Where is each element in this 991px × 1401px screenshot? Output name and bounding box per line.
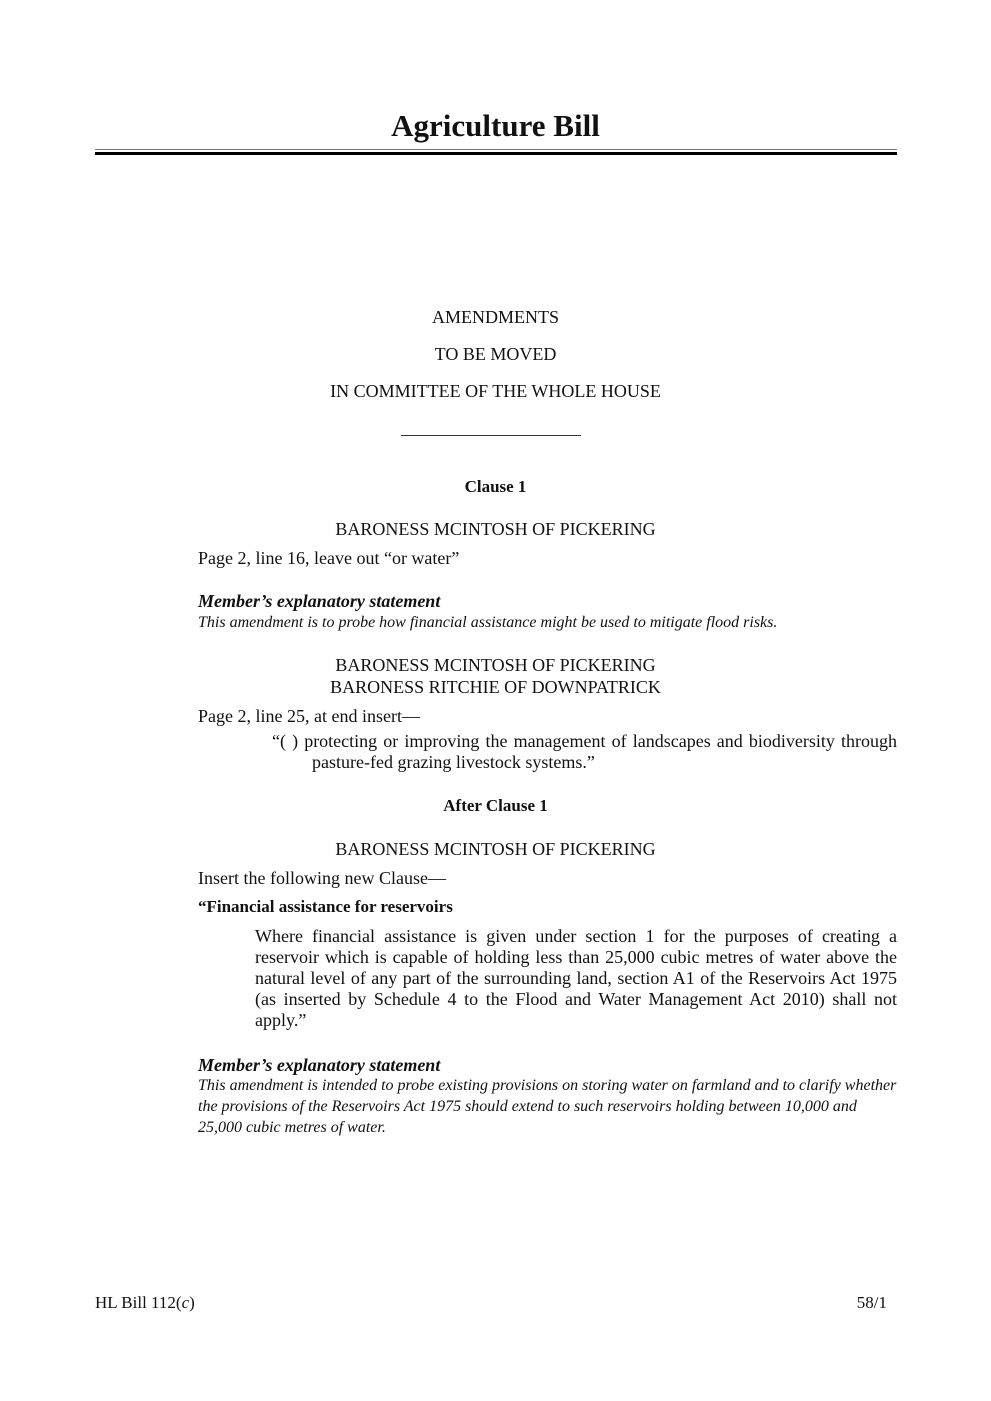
statement-heading: Member’s explanatory statement (198, 591, 441, 611)
bill-number-close: ) (189, 1293, 195, 1312)
new-clause-body: Where financial assistance is given under section 1 for the purposes of creating a reservoir which is capable of holding less than 25,000 cubic metres of water above the natural level of any part of the surrounding land, section A1 of the Reservoirs Act 1975 (as inserted by Schedule 4 to the Flood and Water Management Act 2010) shall not apply.” (255, 926, 897, 1030)
bill-number-prefix: HL Bill 112( (95, 1293, 182, 1312)
amendment-text: Page 2, line 25, at end insert— (198, 706, 420, 726)
section-heading-clause-1: Clause 1 (464, 477, 527, 496)
intro-line-3: IN COMMITTEE OF THE WHOLE HOUSE (330, 381, 661, 401)
divider (401, 435, 581, 436)
amendment-text: Page 2, line 16, leave out “or water” (198, 548, 460, 568)
inserted-text: “( ) protecting or improving the management of landscapes and biodiversity through pasture-fed grazing livestock systems.” (272, 731, 897, 772)
amendment-text: Insert the following new Clause— (198, 868, 446, 888)
intro-line-1: AMENDMENTS (431, 307, 559, 327)
bill-title: Agriculture Bill (391, 108, 600, 143)
section-heading-after-clause-1: After Clause 1 (443, 796, 548, 815)
explanatory-statement: This amendment is to probe how financial assistance might be used to mitigate flood risks. (198, 614, 778, 631)
title-rule-thick (95, 152, 897, 155)
statement-heading: Member’s explanatory statement (198, 1055, 441, 1075)
member-name: BARONESS MCINTOSH OF PICKERING (335, 519, 656, 539)
bill-number-suffix: c (181, 1293, 190, 1312)
intro-line-2: TO BE MOVED (434, 344, 557, 364)
new-clause-title: “Financial assistance for reservoirs (198, 897, 453, 916)
bill-number (95, 1293, 195, 1313)
member-name: BARONESS MCINTOSH OF PICKERING (335, 655, 656, 675)
page-reference: 58/1 (856, 1293, 887, 1312)
explanatory-statement: This amendment is intended to probe existing provisions on storing water on farmland and to clarify whether the provisions of the Reservoirs Act 1975 should extend to such reservoirs holding between 10,000 and 25,000 cubic metres of water. (198, 1077, 897, 1136)
member-name: BARONESS MCINTOSH OF PICKERING (335, 839, 656, 859)
title-rule-thin (95, 149, 897, 150)
member-name: BARONESS RITCHIE OF DOWNPATRICK (330, 677, 661, 697)
